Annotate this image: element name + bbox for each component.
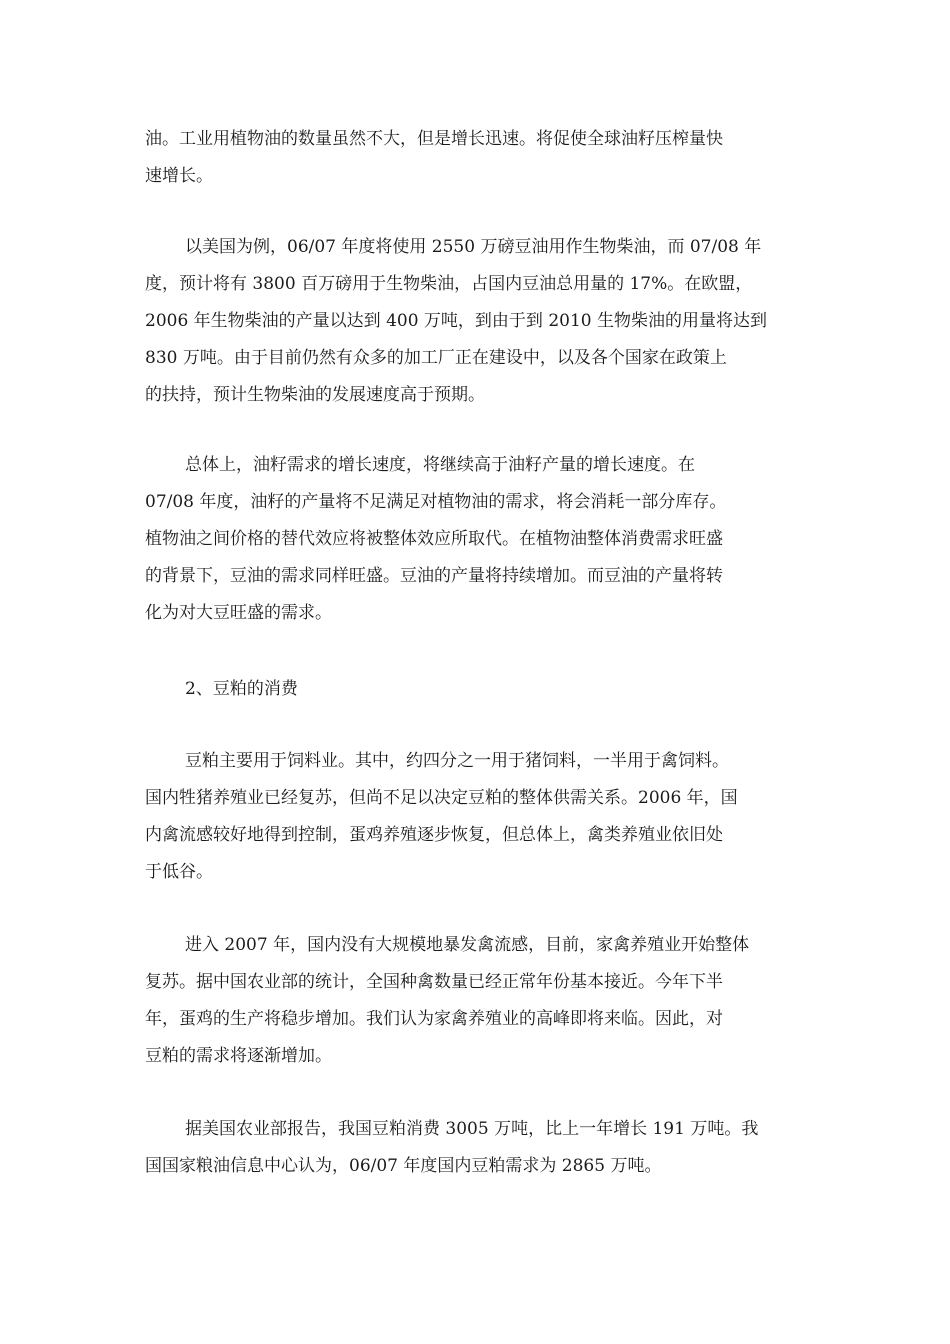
text-line: 豆粕的需求将逐渐增加。 [145, 1046, 332, 1066]
text-line: 化为对大豆旺盛的需求。 [145, 603, 332, 623]
text-line: 于低谷。 [145, 862, 213, 882]
paragraph-oilseed-demand [145, 447, 805, 632]
text-line: 度，预计将有 3800 百万磅用于生物柴油，占国内豆油总用量的 17%。在欧盟， [145, 274, 753, 294]
text-line: 内禽流感较好地得到控制，蛋鸡养殖逐步恢复，但总体上，禽类养殖业依旧处 [145, 825, 723, 845]
paragraph-poultry-recovery [145, 927, 805, 1075]
text-line: 的扶持，预计生物柴油的发展速度高于预期。 [145, 385, 485, 405]
section-heading-soymeal [145, 671, 805, 708]
paragraph-us-biodiesel [145, 229, 805, 414]
text-line: 进入 2007 年，国内没有大规模地暴发禽流感，目前，家禽养殖业开始整体 [185, 935, 750, 955]
text-line: 豆粕主要用于饲料业。其中，约四分之一用于猪饲料，一半用于禽饲料。 [185, 751, 729, 771]
text-line: 国内牲猪养殖业已经复苏，但尚不足以决定豆粕的整体供需关系。2006 年，国 [145, 788, 738, 808]
section-heading: 2、豆粕的消费 [185, 679, 298, 699]
text-line: 总体上，油籽需求的增长速度，将继续高于油籽产量的增长速度。在 [185, 455, 695, 475]
text-line: 的背景下，豆油的需求同样旺盛。豆油的产量将持续增加。而豆油的产量将转 [145, 566, 723, 586]
text-line: 油。工业用植物油的数量虽然不大，但是增长迅速。将促使全球油籽压榨量快 [145, 129, 723, 149]
text-line: 复苏。据中国农业部的统计，全国种禽数量已经正常年份基本接近。今年下半 [145, 972, 723, 992]
paragraph-soymeal-usage [145, 743, 805, 891]
text-line: 830 万吨。由于目前仍然有众多的加工厂正在建设中，以及各个国家在政策上 [145, 348, 727, 368]
text-line: 年，蛋鸡的生产将稳步增加。我们认为家禽养殖业的高峰即将来临。因此，对 [145, 1009, 723, 1029]
text-line: 植物油之间价格的替代效应将被整体效应所取代。在植物油整体消费需求旺盛 [145, 529, 723, 549]
text-line: 速增长。 [145, 166, 213, 186]
text-line: 据美国农业部报告，我国豆粕消费 3005 万吨，比上一年增长 191 万吨。我 [185, 1119, 759, 1139]
text-line: 07/08 年度，油籽的产量将不足满足对植物油的需求，将会消耗一部分库存。 [145, 492, 727, 512]
text-line: 以美国为例，06/07 年度将使用 2550 万磅豆油用作生物柴油，而 07/08 年 [185, 237, 762, 257]
paragraph-industrial-oil [145, 121, 805, 195]
paragraph-usda-report [145, 1111, 805, 1185]
text-line: 国国家粮油信息中心认为，06/07 年度国内豆粕需求为 2865 万吨。 [145, 1156, 662, 1176]
text-line: 2006 年生物柴油的产量以达到 400 万吨，到由于到 2010 生物柴油的用量将达到 [145, 311, 767, 331]
